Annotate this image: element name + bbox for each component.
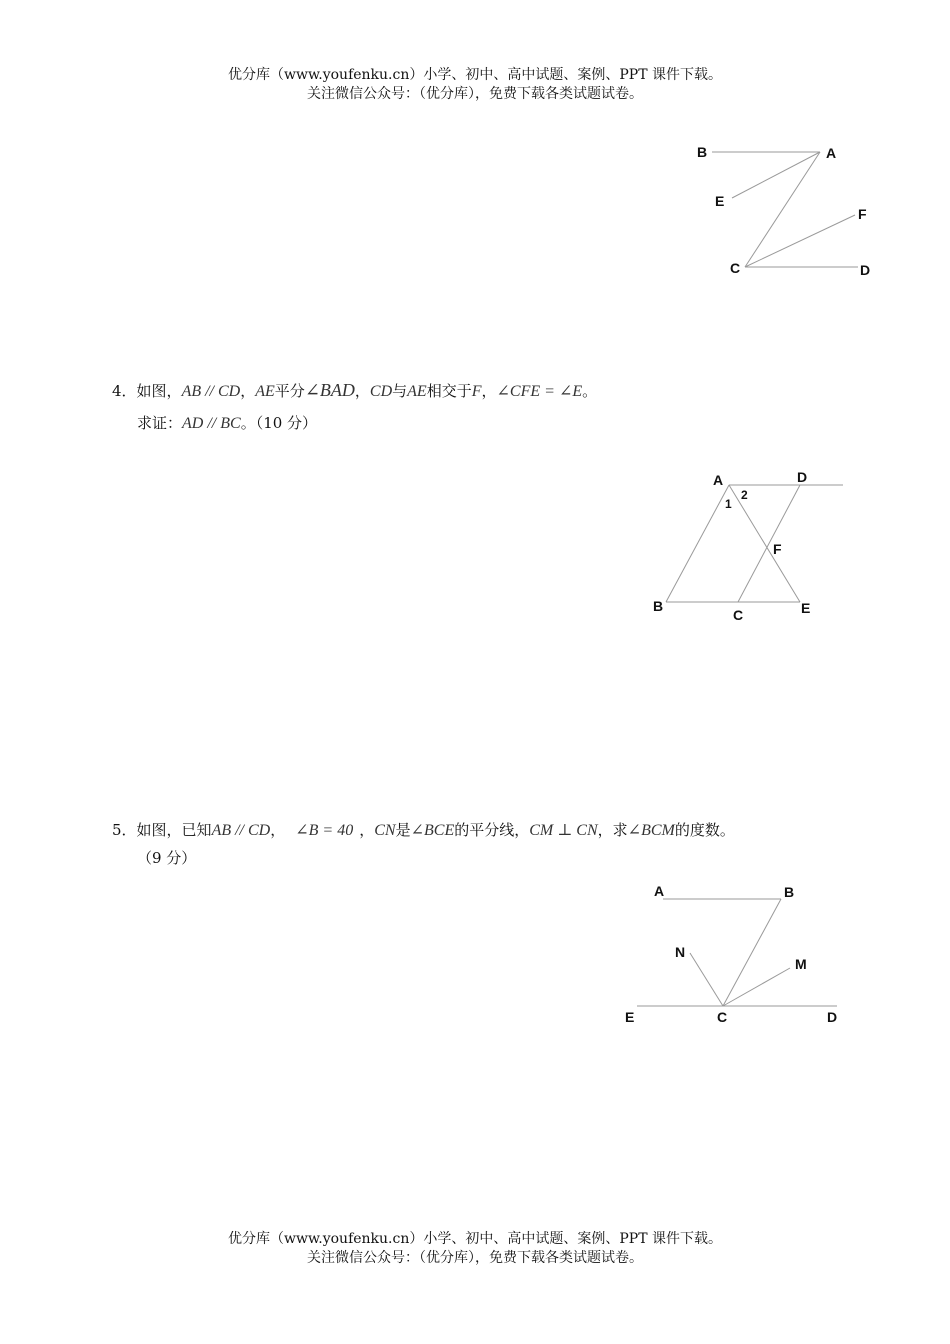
- math-expression: ∠BCM: [627, 822, 675, 839]
- problem-5-statement: [112, 820, 735, 841]
- header-line-1: 优分库（www.youfenku.cn）小学、初中、高中试题、案例、PPT 课件下载。: [227, 67, 722, 83]
- segment-CN: [690, 953, 723, 1006]
- problem-4-text: 。: [582, 382, 598, 400]
- point-label-M: M: [795, 956, 807, 972]
- problem-4-statement: [112, 380, 597, 402]
- figure-5-diagram: [615, 875, 850, 1035]
- problem-5-text: 如图，已知: [136, 821, 212, 839]
- math-expression: AE: [407, 383, 427, 400]
- problem-5-text: 的平分线，: [454, 821, 530, 839]
- problem-5-score: （9 分）: [137, 849, 197, 867]
- segment-AE: [729, 485, 800, 602]
- problem-5-number: 5．: [112, 821, 137, 839]
- point-label-C: C: [717, 1009, 728, 1025]
- math-expression: F: [471, 383, 482, 400]
- point-label-B: B: [784, 884, 795, 900]
- point-label-B: B: [697, 144, 708, 160]
- problem-4-text: ，: [354, 382, 370, 400]
- problem-4-text: 平分: [274, 382, 305, 400]
- problem-4-text: ，: [481, 382, 497, 400]
- point-label-A: A: [826, 145, 837, 161]
- math-expression: ∠B = 40: [295, 822, 354, 839]
- point-label-D: D: [797, 469, 808, 485]
- footer-line-2: 关注微信公众号：（优分库），免费下载各类试题试卷。: [307, 1250, 643, 1266]
- point-label-E: E: [715, 193, 725, 209]
- problem-5-text: ，求: [597, 821, 628, 839]
- math-expression: ∠BAD: [304, 380, 355, 400]
- header-line-2: 关注微信公众号：（优分库），免费下载各类试题试卷。: [307, 86, 643, 102]
- point-label-F: F: [773, 541, 782, 557]
- footer-line-1: 优分库（www.youfenku.cn）小学、初中、高中试题、案例、PPT 课件下载。: [227, 1231, 722, 1247]
- point-label-B: B: [653, 598, 664, 614]
- segment-DC: [738, 485, 800, 602]
- angle-label-1: 1: [725, 497, 732, 511]
- point-label-D: D: [827, 1009, 838, 1025]
- math-expression: AB // CD: [181, 383, 241, 400]
- math-expression: ∠CFE = ∠E: [496, 383, 583, 400]
- point-label-C: C: [733, 607, 744, 623]
- math-expression: AD // BC: [182, 415, 241, 432]
- math-expression: AB // CD: [211, 822, 271, 839]
- math-expression: CN: [374, 822, 396, 839]
- point-label-A: A: [654, 883, 665, 899]
- prove-label: 求证：: [137, 414, 183, 432]
- problem-4-score: 。（10 分）: [240, 414, 318, 432]
- figure-4-diagram: [645, 465, 855, 630]
- point-label-D: D: [860, 262, 871, 278]
- point-label-C: C: [730, 260, 741, 276]
- point-label-N: N: [675, 944, 686, 960]
- page-header: [0, 66, 950, 104]
- angle-label-2: 2: [741, 488, 748, 502]
- problem-5-text: 的度数。: [674, 821, 735, 839]
- math-expression: CD: [369, 383, 393, 400]
- point-label-A: A: [713, 472, 724, 488]
- figure-3-diagram: [690, 140, 890, 285]
- problem-4-text: 与: [392, 382, 408, 400]
- segment-BA: [666, 485, 729, 602]
- problem-4-prove-line: [137, 413, 317, 434]
- segment-AE: [732, 152, 820, 198]
- problem-4-text: ，: [240, 382, 256, 400]
- problem-5-text: ，: [359, 821, 375, 839]
- problem-4-text: 如图，: [136, 382, 182, 400]
- problem-4-number: 4．: [112, 382, 137, 400]
- point-label-E: E: [625, 1009, 635, 1025]
- math-expression: CM ⊥ CN: [529, 822, 598, 839]
- math-expression: AE: [255, 383, 275, 400]
- page-footer: [0, 1230, 950, 1268]
- problem-4-text: 相交于: [426, 382, 472, 400]
- math-expression: ∠BCE: [410, 822, 455, 839]
- point-label-F: F: [858, 206, 867, 222]
- point-label-E: E: [801, 600, 811, 616]
- problem-5-text: 是: [395, 821, 411, 839]
- problem-5-text: ，: [270, 821, 286, 839]
